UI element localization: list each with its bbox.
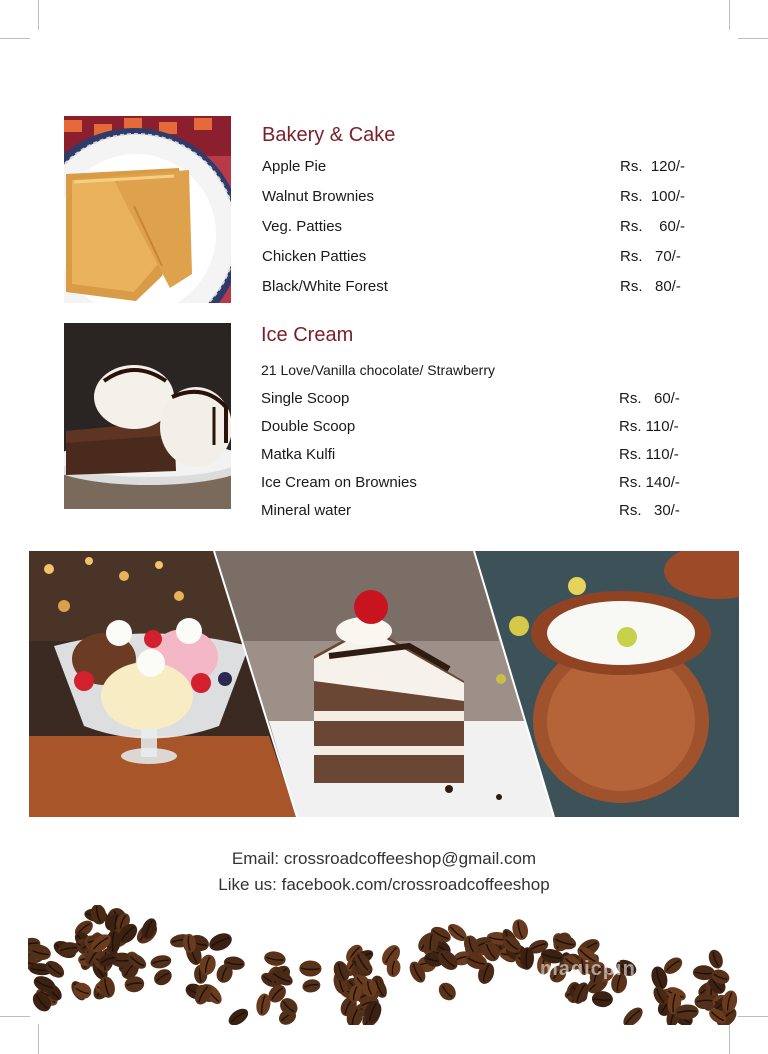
crop-mark xyxy=(38,0,39,30)
menu-item-name: Matka Kulfi xyxy=(261,446,336,463)
magicpin-watermark: magicpin xyxy=(540,958,636,980)
menu-item-name: Apple Pie xyxy=(262,158,327,175)
menu-item xyxy=(262,278,692,300)
crop-mark xyxy=(38,1024,39,1054)
menu-item xyxy=(261,502,691,524)
bakery-section-title: Bakery & Cake xyxy=(262,124,396,146)
menu-item xyxy=(262,188,692,210)
crop-mark xyxy=(738,38,768,39)
menu-item-name: Veg. Patties xyxy=(262,218,343,235)
menu-item-name: Chicken Patties xyxy=(262,248,367,265)
food-banner xyxy=(29,551,739,817)
menu-item-name: Double Scoop xyxy=(261,418,356,435)
menu-item-name: Walnut Brownies xyxy=(262,188,374,205)
menu-item-name: Black/White Forest xyxy=(262,278,388,295)
menu-item xyxy=(262,248,692,270)
menu-item-price: Rs. 30/- xyxy=(619,502,680,519)
ice-cream-photo xyxy=(64,323,231,509)
menu-item xyxy=(261,390,691,412)
menu-item-price: Rs. 60/- xyxy=(619,390,680,407)
menu-item-price: Rs. 80/- xyxy=(620,278,681,295)
crop-mark xyxy=(729,0,730,30)
bakery-photo xyxy=(64,116,231,303)
menu-item xyxy=(262,158,692,180)
menu-item-price: Rs. 140/- xyxy=(619,474,680,491)
crop-mark xyxy=(0,1016,30,1017)
crop-mark xyxy=(729,1024,730,1054)
menu-item-price: Rs. 120/- xyxy=(620,158,686,175)
menu-item-price: Rs. 110/- xyxy=(619,446,679,463)
contact-facebook: Like us: facebook.com/crossroadcoffeeshop xyxy=(218,875,550,894)
menu-item-price: Rs. 60/- xyxy=(620,218,686,235)
menu-item xyxy=(261,446,691,468)
menu-item-name: Ice Cream on Brownies xyxy=(261,474,417,491)
menu-item-price: Rs. 100/- xyxy=(620,188,686,205)
menu-item-name: Single Scoop xyxy=(261,390,350,407)
menu-item-price: Rs. 110/- xyxy=(619,418,679,435)
contact-email: Email: crossroadcoffeeshop@gmail.com xyxy=(231,849,537,868)
crop-mark xyxy=(738,1016,768,1017)
menu-item xyxy=(261,418,691,440)
menu-item xyxy=(262,218,692,240)
menu-item-price: Rs. 70/- xyxy=(620,248,681,265)
ice-cream-section-title: Ice Cream xyxy=(261,324,354,346)
menu-item xyxy=(261,474,691,496)
ice-cream-flavours-note: 21 Love/Vanilla chocolate/ Strawberry xyxy=(261,362,495,378)
menu-item-name: Mineral water xyxy=(261,502,352,519)
crop-mark xyxy=(0,38,30,39)
